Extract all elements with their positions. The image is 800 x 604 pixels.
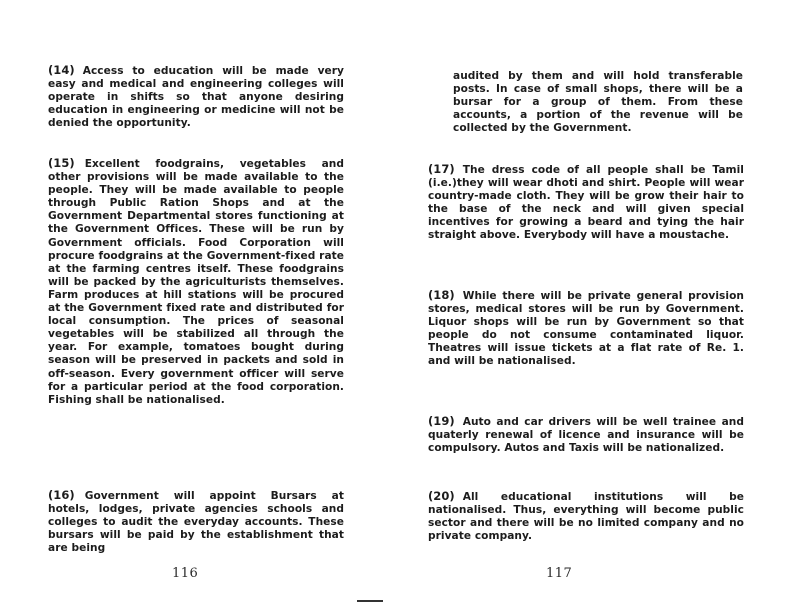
item-number: (15) <box>48 156 75 170</box>
item-text: Access to education will be made very easy and medical and engineering colleges will operate in shifts so that anyone desiring education in engineering or medicine will not be denied the opportunity. <box>48 65 344 130</box>
item-number: (16) <box>48 488 75 502</box>
list-item-18 <box>428 289 744 369</box>
bottom-divider <box>357 600 383 602</box>
list-item-19 <box>428 415 744 455</box>
list-item-17 <box>428 163 744 243</box>
right-page <box>400 0 800 604</box>
item-text: Government will appoint Bursars at hotels, lodges, private agencies schools and colleges to audit the everyday accounts. These bursars will be paid by the establishment that are being <box>48 490 344 555</box>
item-text: The dress code of all people shall be Tamil (i.e.)they will wear dhoti and shirt. People will wear country-made cloth. They will be grow their hair to the base of the neck and will given special incentives for growing a beard and tying the hair straight above. Everybody will have a moustache. <box>428 164 744 242</box>
item-number: (18) <box>428 288 455 302</box>
item-text: While there will be private general provision stores, medical stores will be run by Government. Liquor shops will be run by Government so that people do not consume contaminated liquor. Theatres will issue tickets at a flat rate of Re. 1. and will be nationalised. <box>428 290 744 368</box>
page-number: 116 <box>172 566 199 581</box>
item-number: (17) <box>428 162 455 176</box>
item-text: Auto and car drivers will be well trainee and quaterly renewal of licence and insurance will be compulsory. Autos and Taxis will be nationalized. <box>428 416 744 455</box>
item-number: (14) <box>48 63 75 77</box>
continuation-text: audited by them and will hold transferable posts. In case of small shops, there will be a bursar for a group of them. From these accounts, a portion of the revenue will be collected by the Government. <box>453 70 743 135</box>
item-text: All educational institutions will be nationalised. Thus, everything will become public sector and there will be no limited company and no private company. <box>428 491 744 543</box>
list-item-15 <box>48 157 344 407</box>
page-number: 117 <box>546 566 573 581</box>
item-number: (19) <box>428 414 455 428</box>
continuation-paragraph <box>453 70 743 135</box>
list-item-14 <box>48 64 344 130</box>
item-number: (20) <box>428 489 455 503</box>
list-item-16 <box>48 489 344 555</box>
list-item-20 <box>428 490 744 543</box>
item-text: Excellent foodgrains, vegetables and other provisions will be made available to the people. They will be made available to people through Public Ration Shops and at the Government Departmental stores functioning at the Government Offices. These will be run by Government officials. Food Corporation will procure foodgrains at the Government-fixed rate at the farming centres itself. These foodgrains will be packed by the agriculturists themselves. Farm produces at hill stations will be procured at the Government fixed rate and distributed for local consumption. The prices of seasonal vegetables will be stabilized all through the year. For example, tomatoes bought during season will be preserved in packets and sold in off-season. Every government officer will serve for a particular period at the food corporation. Fishing shall be nationalised. <box>48 158 344 406</box>
